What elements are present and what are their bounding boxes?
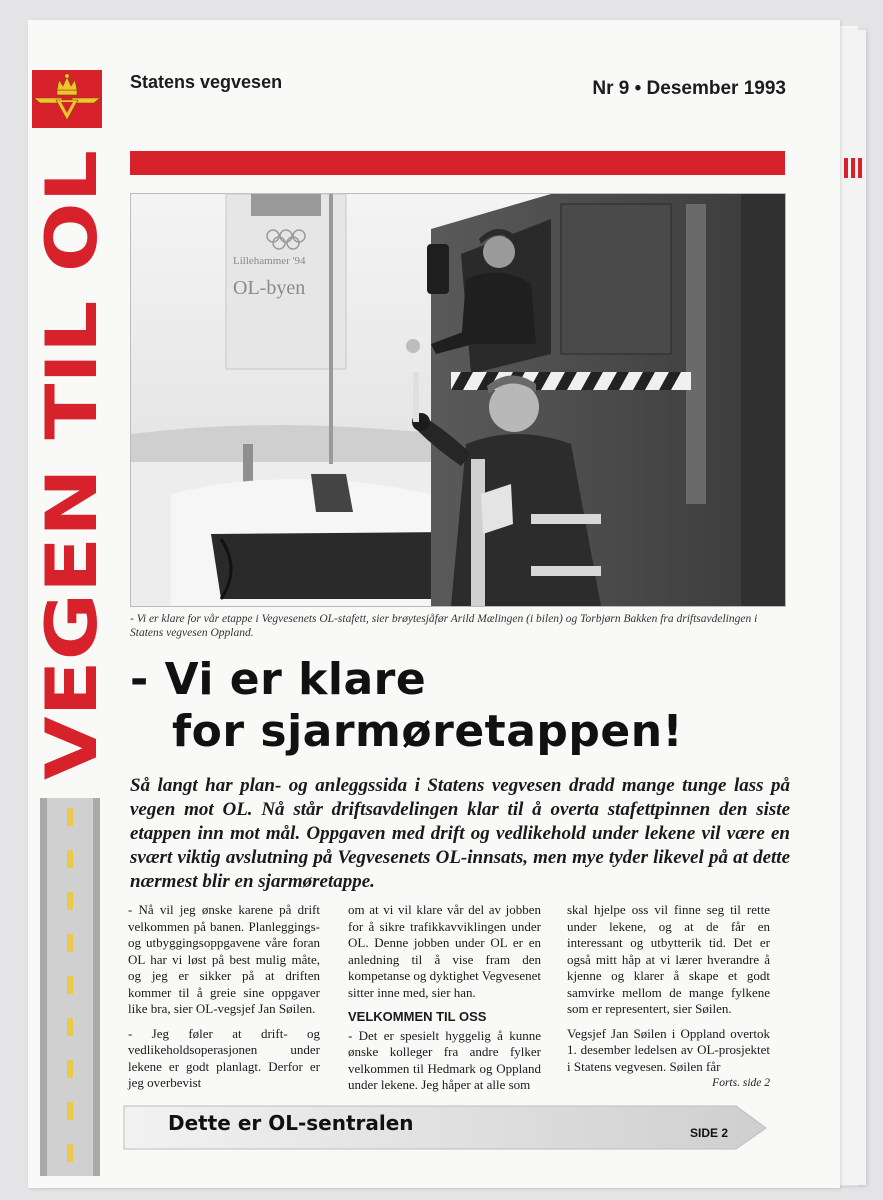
- lead-paragraph: Så langt har plan- og anleggssida i Statens vegvesen dradd mange tunge lass på vegen mot OL. Nå står driftsavdelingen klar til å overta stafettpinnen den siste etappen inn mot mål. Oppgaven med drift og vedlikehold under lekene vil være en svært viktig avslutning på Vegvesenets OL-innsats, men mye tyder likevel på at dette nærmest blir en sjarmøretappe.: [130, 775, 790, 892]
- road-strip: [40, 798, 100, 1176]
- sign-text-line1: Lillehammer '94: [233, 255, 306, 267]
- paragraph: om at vi vil klare vår del av jobben for å sikre trafikkavviklingen under OL. Denne jobben under OL er en anledning til å vise fram den kompetanse og dyktighet Vegvesenet sitter inne med, sier han.: [348, 902, 541, 1000]
- paragraph: - Det er spesielt hyggelig å kunne ønske kolleger fra andre fylker velkommen til Hedmark og Oppland under lekene. Jeg håper at alle som: [348, 1027, 541, 1092]
- sign-text-line2: OL-byen: [233, 277, 306, 299]
- edge-mark: [858, 158, 862, 178]
- vertical-title: VEGEN TIL OL: [31, 242, 113, 780]
- paragraph: skal hjelpe oss vil finne seg til rette under lekene, og at de får en interessant og utbytterik tid. Det er også mitt håp at vi lærer hverandre å kjenne og klarer å skape et godt samvirke mellom de mange fylkene som er representert, sier Søilen.: [567, 902, 770, 1016]
- cover-photo: [130, 193, 786, 607]
- headline: [130, 654, 830, 758]
- edge-mark: [844, 158, 848, 178]
- header-rule: [130, 151, 785, 175]
- edge-mark: [851, 158, 855, 178]
- teaser-page-ref: SIDE 2: [690, 1126, 729, 1140]
- article-column-3: [567, 902, 770, 1100]
- paragraph: - Nå vil jeg ønske karene på drift velkommen på banen. Planleggings- og utbyggingsoppgavene våre foran OL har vi løst på best mulig måte, og jeg er sikker på at driften kommer til å greie sine oppgaver like bra, sier OL-vegsjef Jan Søilen.: [128, 902, 320, 1016]
- vertical-title-strip: [31, 148, 113, 780]
- publisher-name: Statens vegvesen: [130, 72, 283, 92]
- crown-road-emblem-icon: [32, 70, 102, 128]
- paragraph: - Jeg føler at drift- og vedlikeholdsoperasjonen under lekene er godt planlagt. Derfor er jeg overbevist: [128, 1025, 320, 1090]
- headline-line2: for sjarmøretappen!: [172, 706, 684, 757]
- headline-line1: - Vi er klare: [130, 654, 427, 705]
- issue-number: Nr 9 • Desember 1993: [592, 78, 786, 99]
- section-subhead: VELKOMMEN TIL OSS: [348, 1009, 487, 1024]
- article-column-2: [348, 902, 541, 1102]
- teaser-banner[interactable]: [124, 1104, 767, 1150]
- photo-caption: - Vi er klare for vår etappe i Vegvesenets OL-stafett, sier brøytesjåfør Arild Mælingen (i bilen) og Torbjørn Bakken fra driftsavdelingen i Statens vegvesen Oppland.: [130, 613, 758, 639]
- paragraph: Vegsjef Jan Søilen i Oppland overtok 1. desember ledelsen av OL-prosjektet i Statens vegvesen. Søilen får: [567, 1025, 770, 1074]
- article-column-1: [128, 902, 320, 1100]
- teaser-title: Dette er OL-sentralen: [168, 1111, 414, 1135]
- continued-note: Forts. side 2: [712, 1077, 770, 1089]
